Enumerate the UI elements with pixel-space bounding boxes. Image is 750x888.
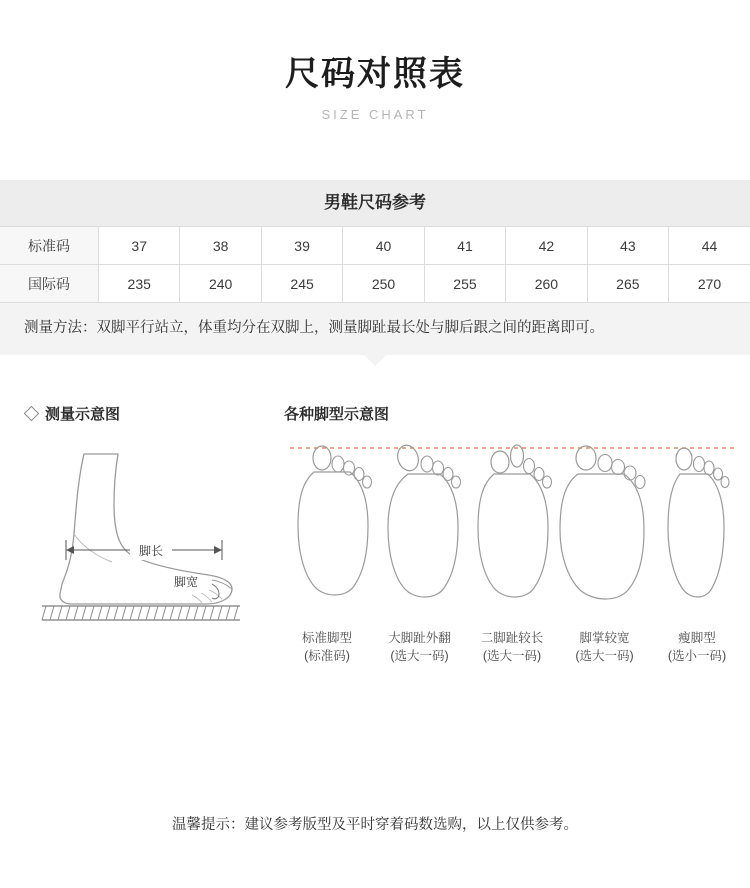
diamond-icon: [24, 406, 40, 422]
foot-types-label: 各种脚型示意图: [284, 406, 390, 423]
diagram-section: [0, 403, 750, 665]
table-row: [0, 227, 750, 265]
foot-type-captions: [284, 623, 740, 665]
foot-type-name-3: 脚掌较宽: [579, 631, 630, 645]
cell-international-6: 265: [587, 265, 668, 303]
foot-type-long-second-toe: [478, 445, 552, 597]
table-caption: 男鞋尺码参考: [0, 180, 750, 226]
note-arrow: [364, 355, 386, 366]
foot-side-measure-illustration: [26, 434, 256, 634]
cell-international-2: 245: [261, 265, 342, 303]
measure-method-note: [0, 303, 750, 355]
foot-type-name-0: 标准脚型: [301, 631, 352, 645]
cell-international-4: 255: [424, 265, 505, 303]
cell-standard-7: 44: [669, 227, 750, 265]
cell-international-0: 235: [99, 265, 180, 303]
foot-types-illustration: [284, 434, 740, 612]
cell-standard-2: 39: [261, 227, 342, 265]
foot-type-caption-wide: [562, 623, 648, 665]
page-subtitle: SIZE CHART: [321, 107, 429, 122]
size-table-block: [0, 180, 750, 303]
page-header: [0, 0, 750, 124]
footer-tip: 温馨提示：建议参考版型及平时穿着码数选购，以上仅供参考。: [172, 817, 578, 833]
foot-type-caption-narrow: [654, 623, 740, 665]
foot-type-caption-standard: [284, 623, 370, 665]
measure-diagram-label-row: [26, 403, 264, 424]
row-label-international: 国际码: [0, 265, 99, 303]
table-row: [0, 265, 750, 303]
foot-type-advice-4: (选小一码): [667, 649, 727, 663]
foot-type-advice-3: (选大一码): [575, 649, 634, 663]
foot-type-advice-1: (选大一码): [390, 649, 449, 663]
cell-standard-5: 42: [506, 227, 587, 265]
cell-standard-3: 40: [343, 227, 424, 265]
foot-type-caption-bunion: [377, 623, 463, 665]
measure-diagram-panel: [26, 403, 264, 639]
cell-standard-6: 43: [587, 227, 668, 265]
foot-type-standard: [298, 446, 372, 595]
foot-length-label: 脚长: [138, 544, 164, 558]
cell-international-1: 240: [180, 265, 261, 303]
measure-method-text: 测量方法：双脚平行站立，体重均分在双脚上，测量脚趾最长处与脚后跟之间的距离即可。: [24, 320, 604, 336]
page-title: 尺码对照表: [285, 55, 465, 93]
cell-international-3: 250: [343, 265, 424, 303]
cell-standard-0: 37: [99, 227, 180, 265]
cell-international-5: 260: [506, 265, 587, 303]
cell-international-7: 270: [669, 265, 750, 303]
foot-type-name-4: 瘦脚型: [678, 631, 716, 645]
foot-type-name-1: 大脚趾外翻: [388, 631, 451, 645]
foot-type-advice-2: (选大一码): [482, 649, 542, 663]
foot-type-advice-0: (标准码): [304, 649, 350, 663]
measure-diagram-label: 测量示意图: [45, 406, 121, 423]
foot-type-name-2: 二脚趾较长: [480, 631, 544, 645]
cell-standard-4: 41: [424, 227, 505, 265]
size-table: [0, 226, 750, 303]
row-label-standard: 标准码: [0, 227, 99, 265]
foot-type-wide: [560, 446, 645, 599]
foot-width-label: 脚宽: [173, 575, 199, 589]
foot-type-bunion: [388, 443, 461, 597]
cell-standard-1: 38: [180, 227, 261, 265]
foot-types-panel: [264, 403, 740, 665]
foot-type-narrow: [668, 448, 729, 597]
foot-type-caption-long-second-toe: [469, 623, 555, 665]
